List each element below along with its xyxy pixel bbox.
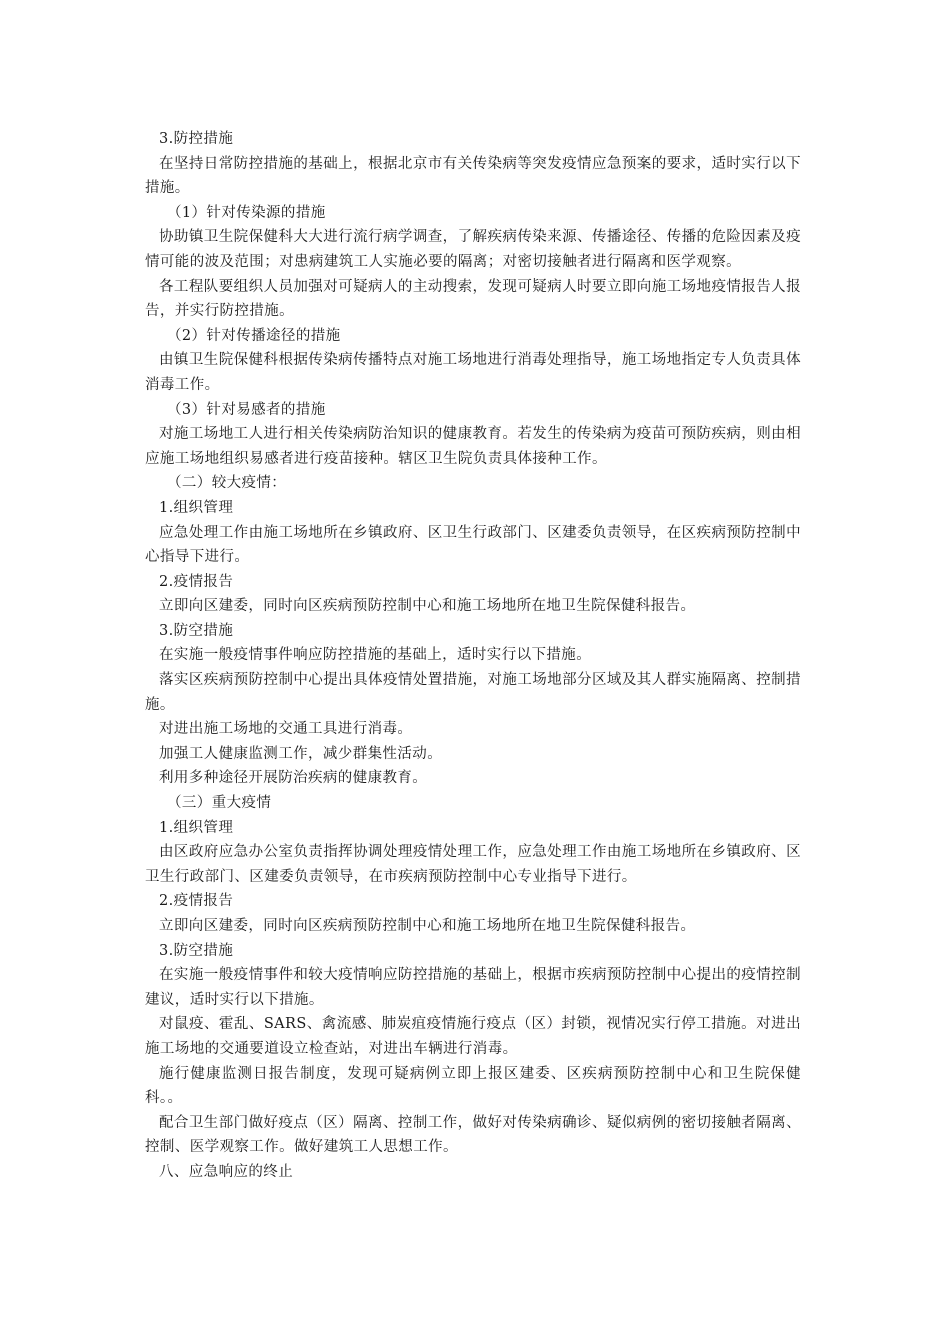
heading-prevention-measures: 3.防空措施: [159, 942, 234, 959]
section-heading-response-termination: 八、应急响应的终止: [159, 1163, 294, 1180]
paragraph: 加强工人健康监测工作，减少群集性活动。: [159, 745, 443, 762]
paragraph: 利用多种途径开展防治疾病的健康教育。: [159, 770, 428, 787]
heading-organization-management: 1.组织管理: [159, 499, 234, 516]
paragraph: 在实施一般疫情事件响应防控措施的基础上，适时实行以下措施。: [159, 647, 592, 664]
paragraph: 对施工场地工人进行相关传染病防治知识的健康教育。若发生的传染病为疫苗可预防疾病，则由相应施工场地组织易感者进行疫苗接种。辖区卫生院负责具体接种工作。: [145, 426, 801, 467]
section-heading-severe-outbreak: （三）重大疫情: [167, 795, 272, 812]
heading-outbreak-report: 2.疫情报告: [159, 573, 234, 590]
paragraph: 配合卫生部门做好疫点（区）隔离、控制工作，做好对传染病确诊、疑似病例的密切接触者隔离、控制、医学观察工作。做好建筑工人思想工作。: [145, 1114, 801, 1156]
heading-organization-management: 1.组织管理: [159, 819, 234, 836]
subheading-infection-source: （1）针对传染源的措施: [167, 204, 326, 221]
paragraph: 在实施一般疫情事件和较大疫情响应防控措施的基础上，根据市疾病预防控制中心提出的疫情控制建议，适时实行以下措施。: [145, 967, 801, 1008]
paragraph: 立即向区建委，同时向区疾病预防控制中心和施工场地所在地卫生院保健科报告。: [159, 918, 696, 934]
paragraph: 对进出施工场地的交通工具进行消毒。: [159, 721, 413, 738]
paragraph: 对鼠疫、霍乱、SARS、禽流感、肺炭疽疫情施行疫点（区）封锁，视情况实行停工措施。对进出施工场地的交通要道设立检查站，对进出车辆进行消毒。: [145, 1016, 801, 1057]
heading-outbreak-report: 2.疫情报告: [159, 893, 234, 910]
document-body: [145, 127, 801, 1185]
paragraph: 落实区疾病预防控制中心提出具体疫情处置措施，对施工场地部分区域及其人群实施隔离、控制措施。: [145, 672, 801, 713]
paragraph: 各工程队要组织人员加强对可疑病人的主动搜索，发现可疑病人时要立即向施工场地疫情报告人报告，并实行防控措施。: [145, 278, 801, 320]
section-heading-major-outbreak: （二）较大疫情：: [167, 475, 287, 492]
paragraph: 协助镇卫生院保健科大大进行流行病学调查，了解疾病传染来源、传播途径、传播的危险因素及疫情可能的波及范围；对患病建筑工人实施必要的隔离；对密切接触者进行隔离和医学观察。: [145, 229, 801, 270]
paragraph: 由区政府应急办公室负责指挥协调处理疫情处理工作，应急处理工作由施工场地所在乡镇政府、区卫生行政部门、区建委负责领导，在市疾病预防控制中心专业指导下进行。: [145, 844, 801, 885]
paragraph: 由镇卫生院保健科根据传染病传播特点对施工场地进行消毒处理指导，施工场地指定专人负责具体消毒工作。: [145, 352, 801, 393]
subheading-susceptible-people: （3）针对易感者的措施: [167, 401, 326, 418]
subheading-transmission-route: （2）针对传播途径的措施: [167, 327, 341, 344]
paragraph: 在坚持日常防控措施的基础上，根据北京市有关传染病等突发疫情应急预案的要求，适时实行以下措施。: [145, 155, 801, 197]
heading-prevention-measures: 3.防空措施: [159, 622, 234, 639]
paragraph: 应急处理工作由施工场地所在乡镇政府、区卫生行政部门、区建委负责领导，在区疾病预防控制中心指导下进行。: [145, 524, 801, 566]
paragraph: 施行健康监测日报告制度，发现可疑病例立即上报区建委、区疾病预防控制中心和卫生院保健科。。: [145, 1065, 801, 1107]
paragraph: 立即向区建委，同时向区疾病预防控制中心和施工场地所在地卫生院保健科报告。: [159, 598, 696, 615]
section-heading-prevention-measures-1: 3.防控措施: [159, 131, 234, 147]
